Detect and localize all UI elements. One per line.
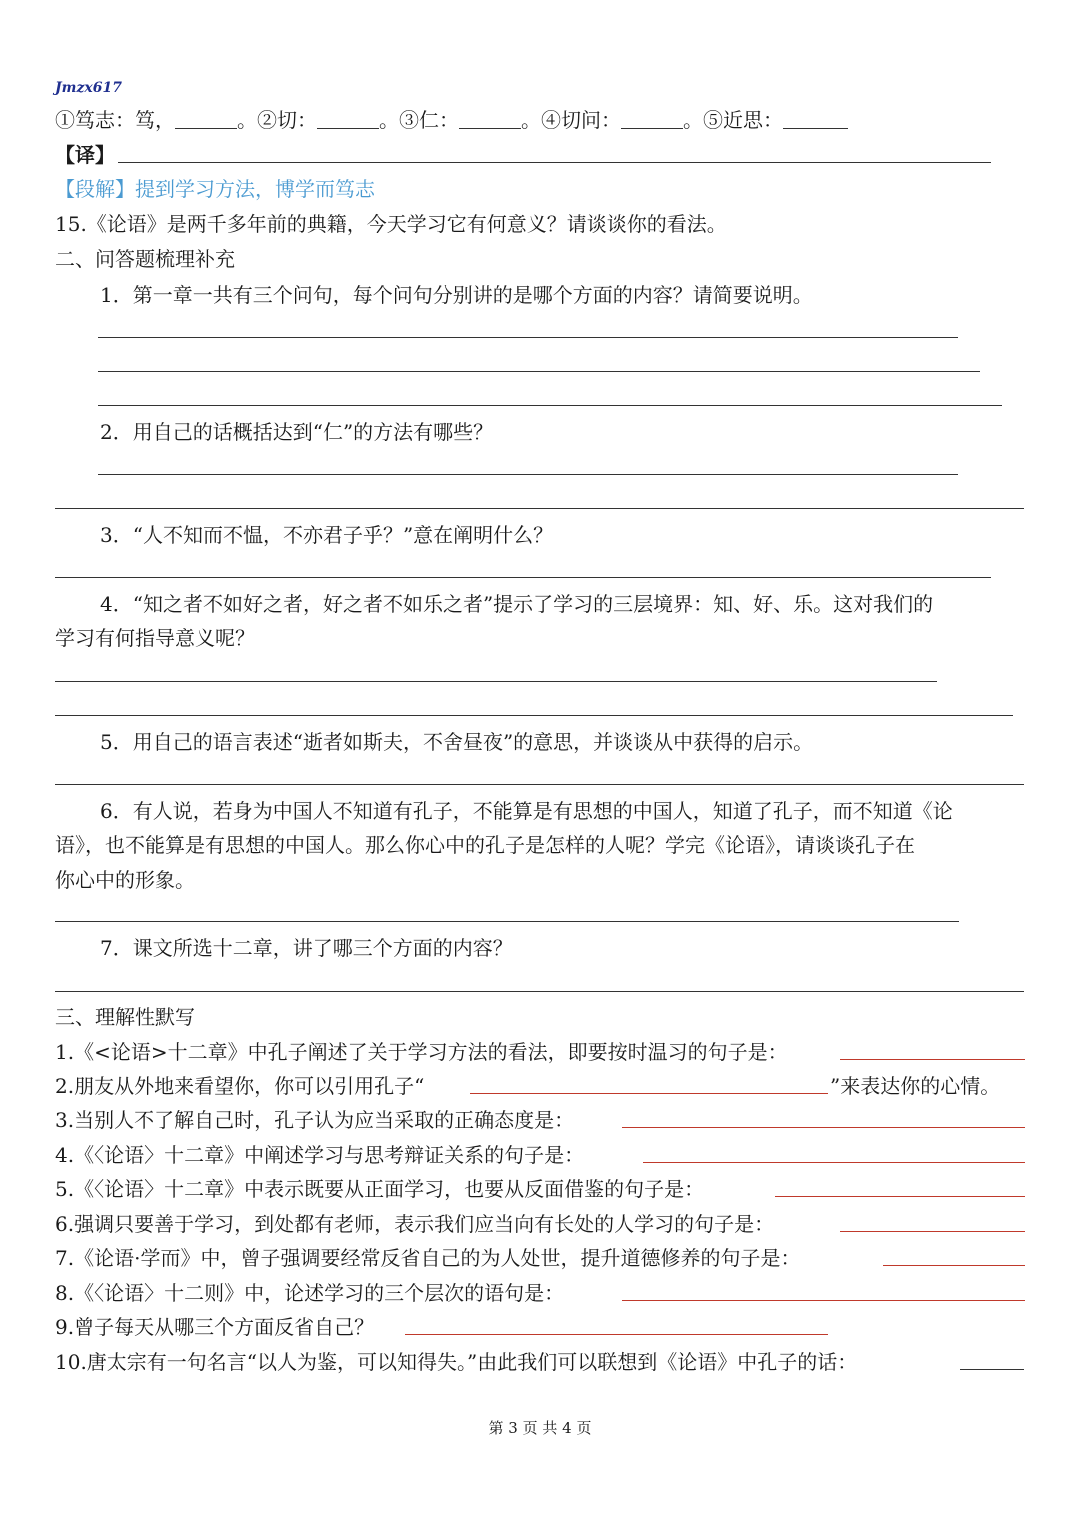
dictation-4: 4.《〈论语〉十二章》中阐述学习与思考辩证关系的句子是： (55, 1143, 585, 1167)
dictation-7: 7.《论语·学而》中，曾子强调要经常反省自己的为人处世，提升道德修养的句子是： (55, 1246, 801, 1270)
vocab-blank-4[interactable] (621, 110, 683, 129)
vocab-item-2: 。②切： (237, 108, 317, 132)
dictation-6-blank[interactable] (840, 1231, 1025, 1232)
dictation-5-blank[interactable] (775, 1196, 1025, 1197)
qa-4-line-1: 4．“知之者不如好之者，好之者不如乐之者”提示了学习的三层境界：知、好、乐。这对我们的 (100, 592, 934, 616)
qa-3-line[interactable] (55, 577, 991, 578)
section-3-title: 三、理解性默写 (55, 1005, 195, 1029)
dictation-1: 1.《<论语>十二章》中孔子阐述了关于学习方法的看法，即要按时温习的句子是： (55, 1040, 788, 1064)
dictation-2-part-1: 2.朋友从外地来看望你，你可以引用孔子“ (55, 1074, 425, 1098)
translate-label: 【译】 (55, 143, 115, 167)
qa-1-line-3[interactable] (98, 405, 1002, 406)
qa-4-line-2: 学习有何指导意义呢？ (55, 626, 255, 650)
dictation-6: 6.强调只要善于学习，到处都有老师，表示我们应当向有长处的人学习的句子是： (55, 1212, 775, 1236)
dictation-2-part-2: ”来表达你的心情。 (830, 1074, 1001, 1098)
qa-1-line-2[interactable] (98, 371, 980, 372)
qa-2: 2．用自己的话概括达到“仁”的方法有哪些？ (100, 420, 494, 444)
vocab-item-1: ①笃志：笃， (55, 108, 175, 132)
dictation-5: 5.《〈论语〉十二章》中表示既要从正面学习，也要从反面借鉴的句子是： (55, 1177, 705, 1201)
vocab-blank-5[interactable] (783, 110, 848, 129)
header-tag: Jmzx617 (55, 80, 122, 96)
section-2-title: 二、问答题梳理补充 (55, 247, 235, 271)
qa-2-line-1[interactable] (98, 474, 958, 475)
vocab-blank-1[interactable] (175, 110, 237, 129)
vocab-blank-2[interactable] (317, 110, 379, 129)
dictation-9: 9.曾子每天从哪三个方面反省自己？ (55, 1315, 375, 1339)
paragraph-analysis: 【段解】提到学习方法，博学而笃志 (55, 177, 375, 201)
dictation-8: 8.《〈论语〉十二则》中，论述学习的三个层次的语句是： (55, 1281, 565, 1305)
dictation-3-blank[interactable] (622, 1127, 1025, 1128)
dictation-7-blank[interactable] (883, 1265, 1025, 1266)
qa-1: 1．第一章一共有三个问句，每个问句分别讲的是哪个方面的内容？请简要说明。 (100, 283, 813, 307)
dictation-3: 3.当别人不了解自己时，孔子认为应当采取的正确态度是： (55, 1108, 575, 1132)
qa-4-answer-1[interactable] (55, 681, 937, 682)
dictation-10: 10.唐太宗有一句名言“以人为鉴，可以知得失。”由此我们可以联想到《论语》中孔子的话： (55, 1350, 858, 1374)
qa-1-line-1[interactable] (98, 337, 958, 338)
qa-6-answer[interactable] (55, 921, 959, 922)
dictation-2-blank[interactable] (470, 1093, 828, 1094)
dictation-8-blank[interactable] (622, 1300, 1025, 1301)
qa-7: 7．课文所选十二章，讲了哪三个方面的内容？ (100, 936, 513, 960)
qa-6-line-1: 6．有人说，若身为中国人不知道有孔子，不能算是有思想的中国人，知道了孔子，而不知道《论 (100, 799, 953, 823)
qa-7-line[interactable] (55, 991, 1024, 992)
qa-4-answer-2[interactable] (55, 715, 1013, 716)
dictation-10-blank[interactable] (960, 1369, 1024, 1370)
translate-answer-line[interactable] (118, 162, 991, 163)
dictation-1-blank[interactable] (840, 1059, 1025, 1060)
qa-6-line-2: 语》，也不能算是有思想的中国人。那么你心中的孔子是怎样的人呢？学完《论语》，请谈谈孔子在 (55, 833, 915, 857)
qa-6-line-3: 你心中的形象。 (55, 868, 195, 892)
vocab-item-5: 。⑤近思： (683, 108, 783, 132)
question-15: 15.《论语》是两千多年前的典籍，今天学习它有何意义？请谈谈你的看法。 (55, 212, 727, 236)
qa-5: 5．用自己的语言表述“逝者如斯夫，不舍昼夜”的意思，并谈谈从中获得的启示。 (100, 730, 814, 754)
vocab-row (55, 106, 848, 134)
qa-2-line-2[interactable] (55, 508, 1024, 509)
dictation-9-blank[interactable] (405, 1334, 828, 1335)
dictation-4-blank[interactable] (643, 1162, 1025, 1163)
vocab-item-3: 。③仁： (379, 108, 459, 132)
vocab-blank-3[interactable] (459, 110, 521, 129)
qa-3: 3．“人不知而不愠，不亦君子乎？”意在阐明什么？ (100, 523, 554, 547)
qa-5-line[interactable] (55, 784, 1024, 785)
vocab-item-4: 。④切问： (521, 108, 621, 132)
page-footer: 第 3 页 共 4 页 (488, 1419, 592, 1437)
